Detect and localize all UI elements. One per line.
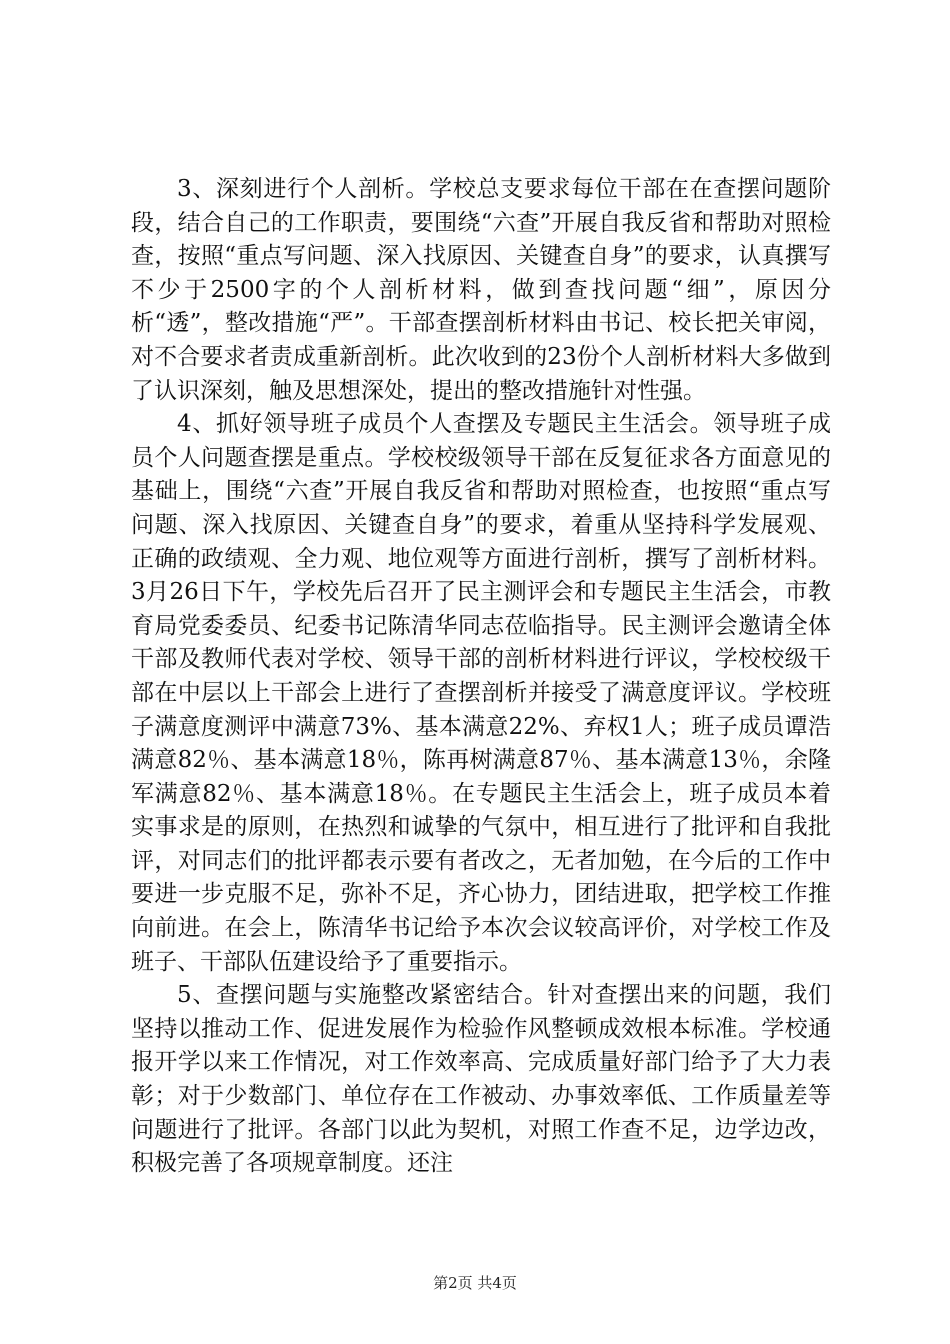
document-body (131, 173, 831, 1181)
paragraph-5: 5、查摆问题与实施整改紧密结合。针对查摆出来的问题，我们坚持以推动工作、促进发展作为检验作风整顿成效根本标准。学校通报开学以来工作情况，对工作效率高、完成质量好部门给予了大力表彰；对于少数部门、单位存在工作被动、办事效率低、工作质量差等问题进行了批评。各部门以此为契机，对照工作查不足，边学边改，积极完善了各项规章制度。还注 (131, 982, 831, 1177)
paragraph-3: 3、深刻进行个人剖析。学校总支要求每位干部在在查摆问题阶段，结合自己的工作职责，要围绕“六查”开展自我反省和帮助对照检查，按照“重点写问题、深入找原因、关键查自身”的要求，认真撰写不少于2500字的个人剖析材料，做到查找问题“细”，原因分析“透”，整改措施“严”。干部查摆剖析材料由书记、校长把关审阅，对不合要求者责成重新剖析。此次收到的23份个人剖析材料大多做到了认识深刻，触及思想深处，提出的整改措施针对性强。 (131, 176, 831, 404)
paragraph-4: 4、抓好领导班子成员个人查摆及专题民主生活会。领导班子成员个人问题查摆是重点。学校校级领导干部在反复征求各方面意见的基础上，围绕“六查”开展自我反省和帮助对照检查，也按照“重点写问题、深入找原因、关键查自身”的要求，着重从坚持科学发展观、正确的政绩观、全力观、地位观等方面进行剖析，撰写了剖析材料。3月26日下午，学校先后召开了民主测评会和专题民主生活会，市教育局党委委员、纪委书记陈清华同志莅临指导。民主测评会邀请全体干部及教师代表对学校、领导干部的剖析材料进行评议，学校校级干部在中层以上干部会上进行了查摆剖析并接受了满意度评议。学校班子满意度测评中满意73%、基本满意22%、弃权1人；班子成员谭浩满意82％、基本满意18％，陈再树满意87％、基本满意13％，余隆军满意82％、基本满意18％。在专题民主生活会上，班子成员本着实事求是的原则，在热烈和诚挚的气氛中，相互进行了批评和自我批评，对同志们的批评都表示要有者改之，无者加勉，在今后的工作中要进一步克服不足，弥补不足，齐心协力，团结进取，把学校工作推向前进。在会上，陈清华书记给予本次会议较高评价，对学校工作及班子、干部队伍建设给予了重要指示。 (131, 411, 831, 975)
page-footer: 第2页 共4页 (433, 1274, 517, 1292)
